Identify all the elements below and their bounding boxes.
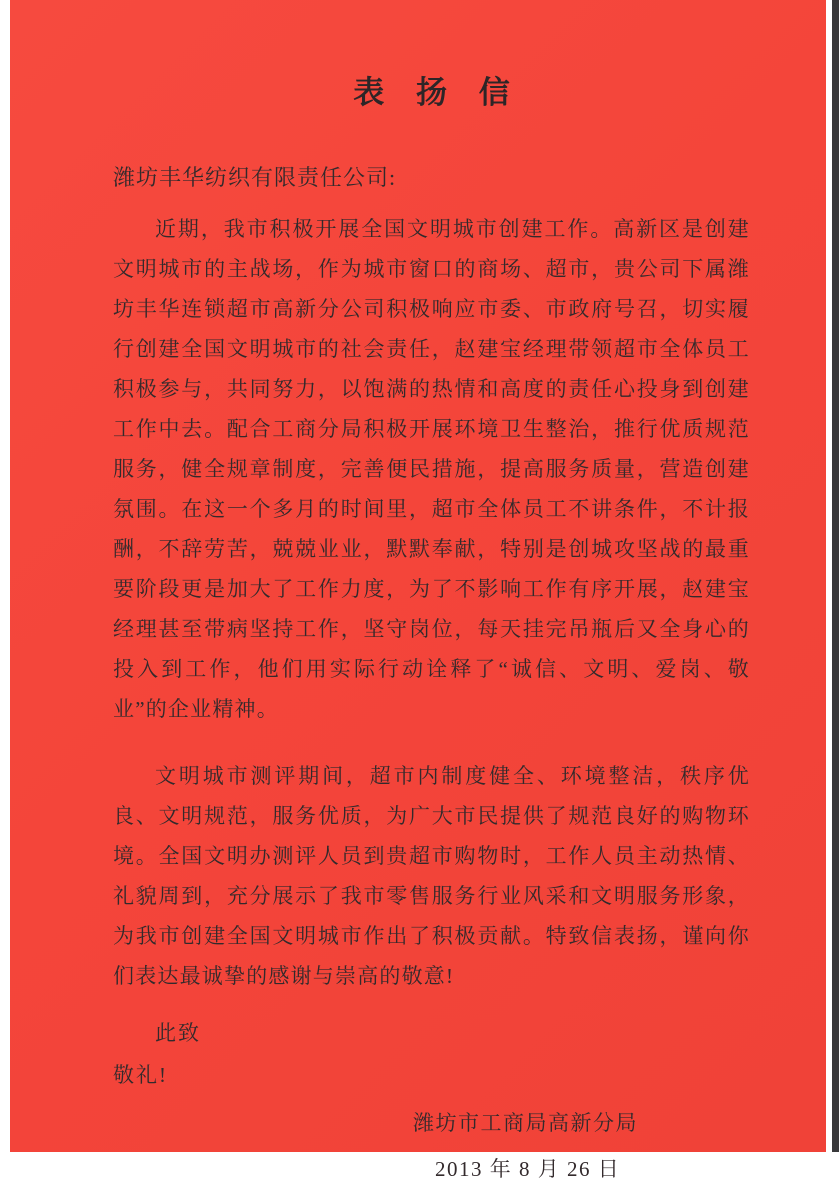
signature-organization: 潍坊市工商局高新分局 bbox=[413, 1111, 638, 1135]
letter-paragraph-2: 文明城市测评期间，超市内制度健全、环境整洁，秩序优良、文明规范，服务优质，为广大市民提供了规范良好的购物环境。全国文明办测评人员到贵超市购物时，工作人员主动热情、礼貌周到，充分展示了我市零售服务行业风采和文明服务形象，为我市创建全国文明城市作出了积极贡献。特致信表扬，谨向你们表达最诚挚的感谢与崇高的敬意! bbox=[113, 764, 750, 988]
signature-block bbox=[413, 1100, 750, 1192]
closing-cizhi: 此致 bbox=[155, 1021, 201, 1045]
recipient-salutation: 潍坊丰华纺织有限责任公司: bbox=[113, 165, 397, 190]
letter-title: 表 扬 信 bbox=[353, 75, 522, 110]
closing-jingli: 敬礼! bbox=[113, 1063, 168, 1087]
signature-date: 2013 年 8 月 26 日 bbox=[435, 1157, 621, 1181]
scan-edge-dark-strip bbox=[832, 0, 839, 1152]
letter-paragraph-1: 近期，我市积极开展全国文明城市创建工作。高新区是创建文明城市的主战场，作为城市窗口的商场、超市，贵公司下属潍坊丰华连锁超市高新分公司积极响应市委、市政府号召，切实履行创建全国文明城市的社会责任，赵建宝经理带领超市全体员工积极参与，共同努力，以饱满的热情和高度的责任心投身到创建工作中去。配合工商分局积极开展环境卫生整治，推行优质规范服务，健全规章制度，完善便民措施，提高服务质量，营造创建氛围。在这一个多月的时间里，超市全体员工不讲条件，不计报酬，不辞劳苦，兢兢业业，默默奉献，特别是创城攻坚战的最重要阶段更是加大了工作力度，为了不影响工作有序开展，赵建宝经理甚至带病坚持工作，坚守岗位，每天挂完吊瓶后又全身心的投入到工作，他们用实际行动诠释了“诚信、文明、爱岗、敬业”的企业精神。 bbox=[113, 217, 750, 721]
letter-paper bbox=[10, 0, 826, 1181]
